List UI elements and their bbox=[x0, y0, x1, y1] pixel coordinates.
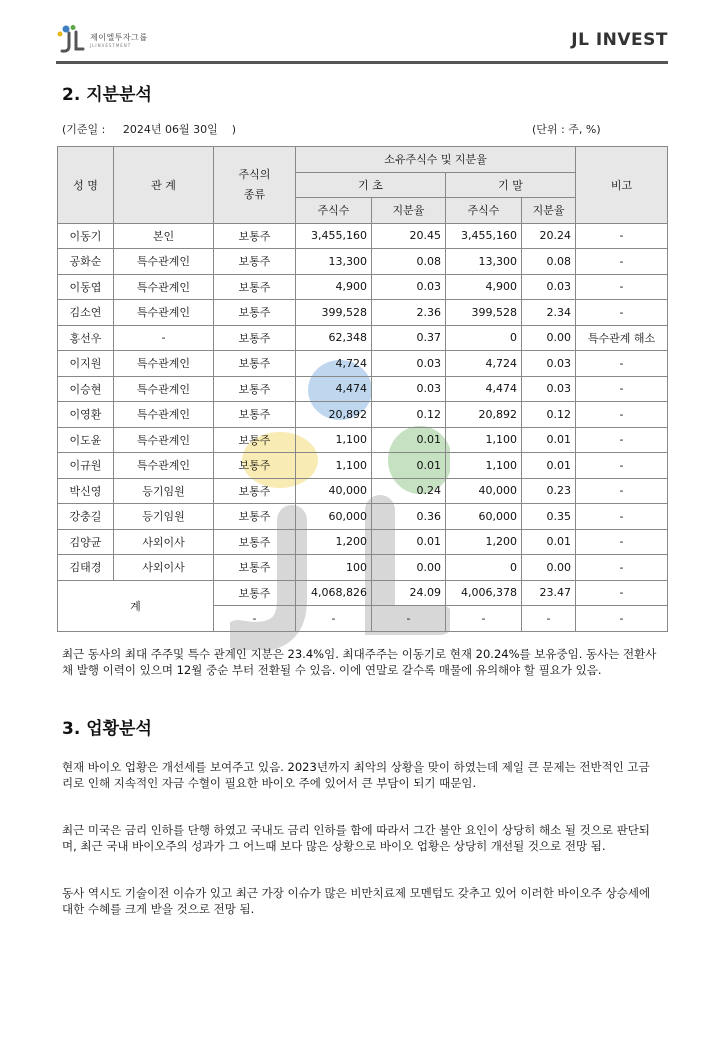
table-row bbox=[58, 555, 668, 581]
table-row bbox=[58, 427, 668, 453]
cell-shares-end: 1,100 bbox=[446, 453, 522, 479]
cell-relation: 본인 bbox=[114, 223, 214, 249]
cell-ratio-end: 2.34 bbox=[522, 300, 576, 326]
table-row bbox=[58, 300, 668, 326]
cell-note: - bbox=[576, 376, 668, 402]
cell-name: 이도윤 bbox=[58, 427, 114, 453]
cell-ratio-begin: 0.08 bbox=[372, 249, 446, 275]
header-shares-end: 주식수 bbox=[446, 198, 522, 224]
cell-shares-end: 4,474 bbox=[446, 376, 522, 402]
cell-ratio-begin: 0.01 bbox=[372, 453, 446, 479]
cell-name: 박신영 bbox=[58, 478, 114, 504]
unit-label: (단위 : 주, %) bbox=[532, 123, 601, 136]
cell-note: - bbox=[576, 504, 668, 530]
cell-ratio-end: 0.08 bbox=[522, 249, 576, 275]
cell-type: - bbox=[214, 606, 296, 632]
cell-type: 보통주 bbox=[214, 504, 296, 530]
cell-shares-end: 399,528 bbox=[446, 300, 522, 326]
table-row bbox=[58, 249, 668, 275]
cell-note: - bbox=[576, 606, 668, 632]
cell-ratio-end: 0.01 bbox=[522, 427, 576, 453]
cell-ratio-end: 23.47 bbox=[522, 580, 576, 606]
cell-relation: 특수관계인 bbox=[114, 427, 214, 453]
cell-shares-end: 13,300 bbox=[446, 249, 522, 275]
cell-name: 공화순 bbox=[58, 249, 114, 275]
cell-ratio-begin: 0.12 bbox=[372, 402, 446, 428]
header-relation: 관 계 bbox=[114, 147, 214, 224]
cell-name: 강충길 bbox=[58, 504, 114, 530]
table-row bbox=[58, 223, 668, 249]
cell-shares-begin: 4,474 bbox=[296, 376, 372, 402]
cell-shares-end: 60,000 bbox=[446, 504, 522, 530]
industry-paragraph-3: 동사 역시도 기술이전 이슈가 있고 최근 가장 이슈가 많은 비만치료제 모멘텀도 갖추고 있어 이러한 바이오주 상승세에 대한 수혜를 크게 받을 것으로 전망 됨. bbox=[62, 886, 651, 916]
table-row bbox=[58, 274, 668, 300]
cell-ratio-end: 0.01 bbox=[522, 529, 576, 555]
cell-type: 보통주 bbox=[214, 274, 296, 300]
cell-shares-end: 4,006,378 bbox=[446, 580, 522, 606]
logo-subtitle: JLINVESTMENT bbox=[90, 43, 132, 48]
cell-shares-end: 40,000 bbox=[446, 478, 522, 504]
cell-shares-end: 1,200 bbox=[446, 529, 522, 555]
header-ending: 기 말 bbox=[446, 172, 576, 198]
cell-type: 보통주 bbox=[214, 478, 296, 504]
cell-shares-begin: 4,068,826 bbox=[296, 580, 372, 606]
cell-relation: 등기임원 bbox=[114, 478, 214, 504]
cell-note: - bbox=[576, 249, 668, 275]
cell-type: 보통주 bbox=[214, 580, 296, 606]
header-name: 성 명 bbox=[58, 147, 114, 224]
cell-type: 보통주 bbox=[214, 249, 296, 275]
cell-note: - bbox=[576, 427, 668, 453]
cell-ratio-end: 0.23 bbox=[522, 478, 576, 504]
cell-ratio-begin: 0.24 bbox=[372, 478, 446, 504]
cell-shares-begin: 1,200 bbox=[296, 529, 372, 555]
cell-shares-begin: 4,900 bbox=[296, 274, 372, 300]
cell-ratio-begin: - bbox=[372, 606, 446, 632]
cell-note: - bbox=[576, 529, 668, 555]
header-owned-shares: 소유주식수 및 지분율 bbox=[296, 147, 576, 173]
cell-ratio-begin: 0.03 bbox=[372, 351, 446, 377]
cell-shares-begin: 20,892 bbox=[296, 402, 372, 428]
cell-relation: 특수관계인 bbox=[114, 376, 214, 402]
cell-name: 김양균 bbox=[58, 529, 114, 555]
table-total bbox=[58, 580, 668, 631]
cell-note: - bbox=[576, 402, 668, 428]
cell-name: 이지원 bbox=[58, 351, 114, 377]
table-row bbox=[58, 504, 668, 530]
logo-name: 제이엘투자그룹 bbox=[90, 33, 148, 42]
cell-name: 김소연 bbox=[58, 300, 114, 326]
cell-note: - bbox=[576, 300, 668, 326]
cell-note: - bbox=[576, 453, 668, 479]
cell-relation: - bbox=[114, 325, 214, 351]
reference-date: (기준일 : 2024년 06월 30일 ) bbox=[62, 123, 236, 136]
cell-name: 홍선우 bbox=[58, 325, 114, 351]
cell-shares-end: 1,100 bbox=[446, 427, 522, 453]
cell-relation: 특수관계인 bbox=[114, 274, 214, 300]
cell-name: 이승현 bbox=[58, 376, 114, 402]
cell-relation: 특수관계인 bbox=[114, 402, 214, 428]
cell-ratio-begin: 0.01 bbox=[372, 529, 446, 555]
industry-paragraph-1: 현재 바이오 업황은 개선세를 보여주고 있음. 2023년까지 최악의 상황을 맞이 하였는데 제일 큰 문제는 전반적인 고금리로 인해 지속적인 자금 수혈이 필요한 바이오 주에 있어서 큰 부담이 되기 때문임. bbox=[62, 760, 650, 790]
cell-ratio-begin: 0.36 bbox=[372, 504, 446, 530]
cell-type: 보통주 bbox=[214, 376, 296, 402]
cell-ratio-begin: 0.03 bbox=[372, 274, 446, 300]
cell-note: 특수관계 해소 bbox=[576, 325, 668, 351]
cell-note: - bbox=[576, 274, 668, 300]
cell-ratio-end: 0.00 bbox=[522, 325, 576, 351]
header-rule bbox=[56, 61, 668, 64]
cell-note: - bbox=[576, 223, 668, 249]
cell-shares-begin: 1,100 bbox=[296, 453, 372, 479]
cell-shares-begin: 399,528 bbox=[296, 300, 372, 326]
table-row bbox=[58, 402, 668, 428]
cell-shares-end: 3,455,160 bbox=[446, 223, 522, 249]
cell-relation: 특수관계인 bbox=[114, 453, 214, 479]
cell-note: - bbox=[576, 580, 668, 606]
cell-name: 이규원 bbox=[58, 453, 114, 479]
table-row bbox=[58, 529, 668, 555]
cell-name: 김태경 bbox=[58, 555, 114, 581]
cell-type: 보통주 bbox=[214, 453, 296, 479]
table-row-total bbox=[58, 580, 668, 606]
cell-relation: 특수관계인 bbox=[114, 249, 214, 275]
section-title-ownership: 2. 지분분석 bbox=[62, 85, 152, 105]
cell-shares-begin: - bbox=[296, 606, 372, 632]
cell-note: - bbox=[576, 555, 668, 581]
cell-ratio-end: - bbox=[522, 606, 576, 632]
cell-ratio-end: 0.01 bbox=[522, 453, 576, 479]
cell-relation: 특수관계인 bbox=[114, 351, 214, 377]
cell-shares-end: 4,724 bbox=[446, 351, 522, 377]
cell-relation: 특수관계인 bbox=[114, 300, 214, 326]
cell-shares-begin: 3,455,160 bbox=[296, 223, 372, 249]
cell-shares-begin: 60,000 bbox=[296, 504, 372, 530]
jl-logo-icon bbox=[56, 24, 92, 54]
cell-type: 보통주 bbox=[214, 427, 296, 453]
table-body bbox=[58, 223, 668, 580]
cell-type: 보통주 bbox=[214, 529, 296, 555]
cell-ratio-begin: 24.09 bbox=[372, 580, 446, 606]
cell-shares-begin: 1,100 bbox=[296, 427, 372, 453]
cell-ratio-end: 0.03 bbox=[522, 376, 576, 402]
cell-ratio-end: 0.35 bbox=[522, 504, 576, 530]
cell-ratio-end: 0.03 bbox=[522, 274, 576, 300]
section-title-industry: 3. 업황분석 bbox=[62, 719, 152, 739]
cell-shares-begin: 13,300 bbox=[296, 249, 372, 275]
cell-shares-begin: 4,724 bbox=[296, 351, 372, 377]
cell-shares-begin: 100 bbox=[296, 555, 372, 581]
cell-note: - bbox=[576, 478, 668, 504]
cell-type: 보통주 bbox=[214, 555, 296, 581]
cell-shares-begin: 62,348 bbox=[296, 325, 372, 351]
cell-ratio-begin: 20.45 bbox=[372, 223, 446, 249]
table-row bbox=[58, 453, 668, 479]
header-ratio-end: 지분율 bbox=[522, 198, 576, 224]
table-row bbox=[58, 351, 668, 377]
cell-name: 이동기 bbox=[58, 223, 114, 249]
header-ratio-begin: 지분율 bbox=[372, 198, 446, 224]
header-beginning: 기 초 bbox=[296, 172, 446, 198]
brand-name: JL INVEST bbox=[571, 30, 668, 50]
cell-type: 보통주 bbox=[214, 325, 296, 351]
cell-name: 이동엽 bbox=[58, 274, 114, 300]
cell-shares-end: - bbox=[446, 606, 522, 632]
cell-relation: 등기임원 bbox=[114, 504, 214, 530]
cell-relation: 사외이사 bbox=[114, 529, 214, 555]
cell-ratio-end: 0.12 bbox=[522, 402, 576, 428]
cell-type: 보통주 bbox=[214, 402, 296, 428]
cell-note: - bbox=[576, 351, 668, 377]
cell-shares-end: 4,900 bbox=[446, 274, 522, 300]
cell-name: 이영환 bbox=[58, 402, 114, 428]
cell-ratio-end: 0.03 bbox=[522, 351, 576, 377]
cell-ratio-begin: 0.37 bbox=[372, 325, 446, 351]
cell-shares-begin: 40,000 bbox=[296, 478, 372, 504]
table-row bbox=[58, 325, 668, 351]
cell-ratio-begin: 0.00 bbox=[372, 555, 446, 581]
page-header bbox=[56, 22, 668, 64]
total-label: 계 bbox=[58, 580, 214, 631]
cell-ratio-end: 20.24 bbox=[522, 223, 576, 249]
table-row bbox=[58, 376, 668, 402]
cell-ratio-begin: 2.36 bbox=[372, 300, 446, 326]
header-note: 비고 bbox=[576, 147, 668, 224]
cell-shares-end: 0 bbox=[446, 555, 522, 581]
industry-paragraph-2: 최근 미국은 금리 인하를 단행 하였고 국내도 금리 인하를 함에 따라서 그간 불안 요인이 상당히 해소 될 것으로 판단되며, 최근 국내 바이오주의 성과가 그 어느때 보다 많은 상황으로 바이오 업황은 상당히 개선될 것으로 전망 됨. bbox=[62, 823, 650, 853]
cell-type: 보통주 bbox=[214, 300, 296, 326]
cell-shares-end: 0 bbox=[446, 325, 522, 351]
cell-ratio-end: 0.00 bbox=[522, 555, 576, 581]
cell-type: 보통주 bbox=[214, 351, 296, 377]
cell-type: 보통주 bbox=[214, 223, 296, 249]
cell-ratio-begin: 0.03 bbox=[372, 376, 446, 402]
header-stock-type: 주식의 종류 bbox=[214, 147, 296, 224]
shareholding-table bbox=[57, 146, 668, 632]
ownership-summary: 최근 동사의 최대 주주및 특수 관계인 지분은 23.4%임. 최대주주는 이동기로 현재 20.24%를 보유중임. 동사는 전환사채 발행 이력이 있으며 12월 중순 부터 전환될 수 있음. 이에 연말로 갈수록 매물에 유의해야 할 필요가 있음. bbox=[62, 647, 657, 677]
header-shares-begin: 주식수 bbox=[296, 198, 372, 224]
cell-shares-end: 20,892 bbox=[446, 402, 522, 428]
cell-ratio-begin: 0.01 bbox=[372, 427, 446, 453]
cell-relation: 사외이사 bbox=[114, 555, 214, 581]
table-row bbox=[58, 478, 668, 504]
